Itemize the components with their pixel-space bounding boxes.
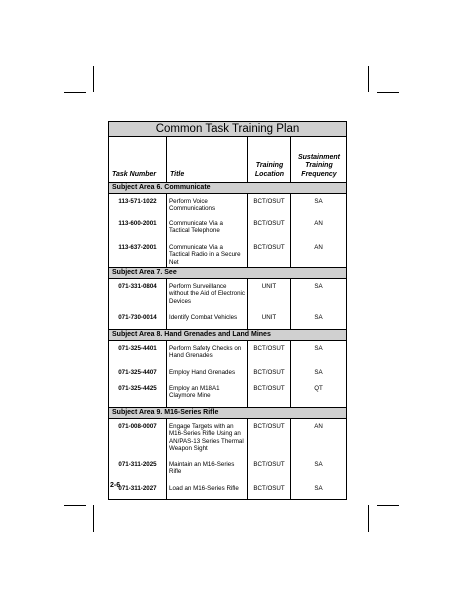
training-location: BCT/OSUT bbox=[248, 242, 291, 267]
training-location: UNIT bbox=[248, 279, 291, 312]
training-location: BCT/OSUT bbox=[248, 218, 291, 242]
crop-mark bbox=[377, 505, 399, 506]
task-number: 071-325-4425 bbox=[109, 383, 167, 407]
task-number: 113-637-2001 bbox=[109, 242, 167, 267]
sustainment-frequency: AN bbox=[314, 220, 323, 227]
task-title: Communicate Via a Tactical Radio in a Secure Net bbox=[167, 242, 248, 267]
sustainment-frequency: SA bbox=[314, 314, 323, 321]
table-row bbox=[109, 367, 346, 383]
task-title: Engage Targets with an M16-Series Rifle Using an AN/PAS-13 Series Thermal Weapon Sight bbox=[167, 419, 248, 459]
task-title: Employ an M18A1 Claymore Mine bbox=[167, 383, 248, 407]
sustainment-frequency: SA bbox=[314, 461, 323, 468]
task-number: 071-325-4401 bbox=[109, 341, 167, 367]
crop-mark bbox=[64, 92, 86, 93]
table-row bbox=[109, 419, 346, 459]
sustainment-frequency: AN bbox=[314, 423, 323, 430]
table-row bbox=[109, 341, 346, 367]
task-number: 113-571-1022 bbox=[109, 194, 167, 218]
training-location: BCT/OSUT bbox=[248, 194, 291, 218]
subject-area-heading: Subject Area 8. Hand Grenades and Land Mines bbox=[109, 329, 346, 341]
subject-area-heading: Subject Area 7. See bbox=[109, 267, 346, 279]
table-row bbox=[109, 279, 346, 312]
subject-area-heading: Subject Area 9. M16-Series Rifle bbox=[109, 407, 346, 419]
task-title: Maintain an M16-Series Rifle bbox=[167, 459, 248, 483]
header-title: Title bbox=[167, 137, 248, 182]
table-row bbox=[109, 194, 346, 218]
training-location: UNIT bbox=[248, 312, 291, 329]
training-location: BCT/OSUT bbox=[248, 383, 291, 407]
task-title: Load an M16-Series Rifle bbox=[167, 483, 248, 499]
task-title: Communicate Via a Tactical Telephone bbox=[167, 218, 248, 242]
training-location: BCT/OSUT bbox=[248, 341, 291, 367]
task-number: 071-311-2025 bbox=[109, 459, 167, 483]
sustainment-frequency: SA bbox=[314, 485, 323, 492]
header-training-location: Training Location bbox=[248, 137, 291, 182]
subject-area-heading: Subject Area 6. Communicate bbox=[109, 183, 346, 194]
crop-mark bbox=[93, 505, 94, 532]
crop-mark bbox=[93, 66, 94, 92]
task-title: Perform Voice Communications bbox=[167, 194, 248, 218]
training-location: BCT/OSUT bbox=[248, 483, 291, 499]
crop-mark bbox=[64, 505, 86, 506]
table-row bbox=[109, 383, 346, 407]
header-sustainment-frequency: Sustainment Training Frequency bbox=[297, 153, 340, 178]
task-number: 071-325-4407 bbox=[109, 367, 167, 383]
page-number: 2-6 bbox=[110, 482, 121, 489]
sustainment-frequency: SA bbox=[314, 369, 323, 376]
header-task-number: Task Number bbox=[109, 137, 167, 182]
task-title: Employ Hand Grenades bbox=[167, 367, 248, 383]
crop-mark bbox=[377, 92, 399, 93]
sustainment-frequency: QT bbox=[314, 385, 323, 392]
training-location: BCT/OSUT bbox=[248, 419, 291, 459]
task-number: 071-331-0804 bbox=[109, 279, 167, 312]
table-title: Common Task Training Plan bbox=[109, 122, 346, 137]
sustainment-frequency: AN bbox=[314, 244, 323, 251]
training-location: BCT/OSUT bbox=[248, 459, 291, 483]
table-row bbox=[109, 483, 346, 499]
task-title: Perform Safety Checks on Hand Grenades bbox=[167, 341, 248, 367]
task-title: Identify Combat Vehicles bbox=[167, 312, 248, 329]
task-number: 071-008-0007 bbox=[109, 419, 167, 459]
table-row bbox=[109, 459, 346, 483]
task-number: 113-600-2001 bbox=[109, 218, 167, 242]
table-row bbox=[109, 218, 346, 242]
sustainment-frequency: SA bbox=[314, 345, 323, 352]
table-row bbox=[109, 312, 346, 329]
task-number: 071-730-0014 bbox=[109, 312, 167, 329]
training-plan-table bbox=[108, 121, 347, 500]
task-number: 071-311-2027 bbox=[109, 483, 167, 499]
table-header bbox=[109, 137, 346, 183]
task-title: Perform Surveillance without the Aid of Electronic Devices bbox=[167, 279, 248, 312]
crop-mark bbox=[368, 66, 369, 92]
sustainment-frequency: SA bbox=[314, 198, 323, 205]
crop-mark bbox=[368, 505, 369, 532]
table-body bbox=[109, 183, 346, 499]
table-row bbox=[109, 242, 346, 267]
sustainment-frequency: SA bbox=[314, 283, 323, 290]
training-location: BCT/OSUT bbox=[248, 367, 291, 383]
